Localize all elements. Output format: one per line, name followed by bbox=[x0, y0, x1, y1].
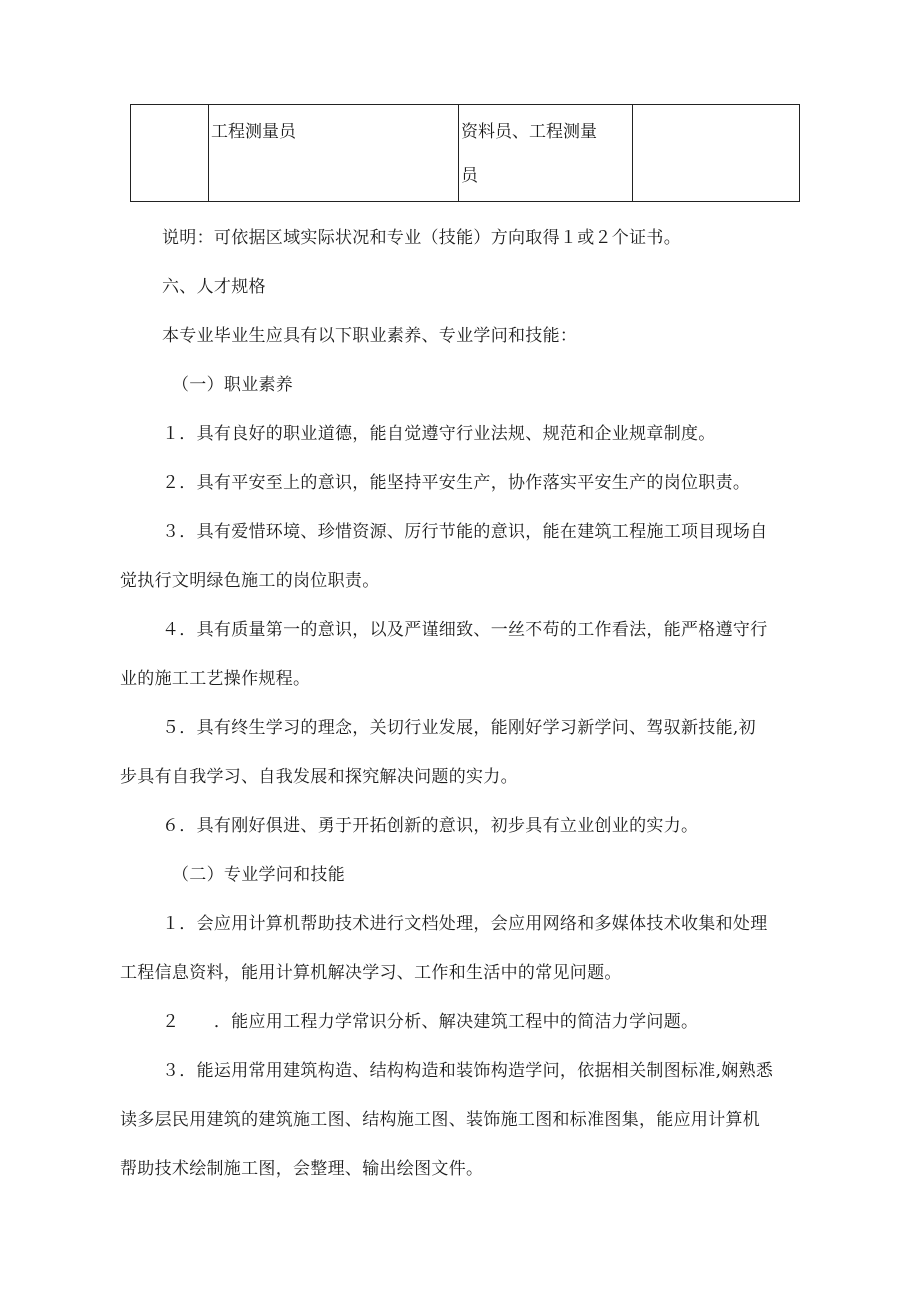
skill-item-3-cont2: 帮助技术绘制施工图，会整理、输出绘图文件。 bbox=[120, 1159, 484, 1179]
subsection1-heading: （一）职业素养 bbox=[172, 375, 294, 395]
certificate-line-2: 员 bbox=[461, 166, 478, 186]
certificate-line-1: 资料员、工程测量 bbox=[461, 122, 597, 142]
skill-item-2: ２ ．能应用工程力学常识分析、解决建筑工程中的简洁力学问题。 bbox=[162, 1012, 699, 1032]
skill-item-1: １．会应用计算机帮助技术进行文档处理，会应用网络和多媒体技术收集和处理 bbox=[162, 914, 768, 934]
literacy-item-2: ２．具有平安至上的意识，能坚持平安生产，协作落实平安生产的岗位职责。 bbox=[162, 473, 751, 493]
literacy-item-4-cont: 业的施工工艺操作规程。 bbox=[120, 669, 311, 689]
literacy-item-5-cont: 步具有自我学习、自我发展和探究解决问题的实力。 bbox=[120, 767, 518, 787]
section-heading: 六、人才规格 bbox=[162, 277, 266, 297]
table-row bbox=[131, 105, 800, 202]
skill-item-1-cont: 工程信息资料，能用计算机解决学习、工作和生活中的常见问题。 bbox=[120, 963, 622, 983]
skill-item-3-cont: 读多层民用建筑的建筑施工图、结构施工图、装饰施工图和标准图集，能应用计算机 bbox=[120, 1110, 761, 1130]
literacy-item-4: ４．具有质量第一的意识，以及严谨细致、一丝不苟的工作看法，能严格遵守行 bbox=[162, 620, 768, 640]
table-cell-job bbox=[209, 105, 459, 202]
certificate-table bbox=[130, 104, 800, 202]
literacy-item-5: ５．具有终生学习的理念，关切行业发展，能刚好学习新学问、驾驭新技能,初 bbox=[162, 718, 756, 738]
intro-text: 本专业毕业生应具有以下职业素养、专业学问和技能： bbox=[162, 326, 578, 346]
table-cell-empty-1 bbox=[131, 105, 209, 202]
note-text: 说明：可依据区域实际状况和专业（技能）方向取得１或２个证书。 bbox=[162, 228, 681, 248]
literacy-item-1: １．具有良好的职业道德，能自觉遵守行业法规、规范和企业规章制度。 bbox=[162, 424, 716, 444]
table-cell-certificates bbox=[459, 105, 633, 202]
literacy-item-6: ６．具有刚好俱进、勇于开拓创新的意识，初步具有立业创业的实力。 bbox=[162, 816, 699, 836]
skill-item-3: ３．能运用常用建筑构造、结构构造和装饰构造学问，依据相关制图标准,娴熟悉 bbox=[162, 1061, 774, 1081]
job-title: 工程测量员 bbox=[211, 122, 296, 142]
document-body bbox=[120, 214, 812, 1194]
literacy-item-3-cont: 觉执行文明绿色施工的岗位职责。 bbox=[120, 571, 380, 591]
table-cell-empty-4 bbox=[633, 105, 800, 202]
subsection2-heading: （二）专业学问和技能 bbox=[172, 865, 345, 885]
literacy-item-3: ３．具有爱惜环境、珍惜资源、厉行节能的意识，能在建筑工程施工项目现场自 bbox=[162, 522, 768, 542]
